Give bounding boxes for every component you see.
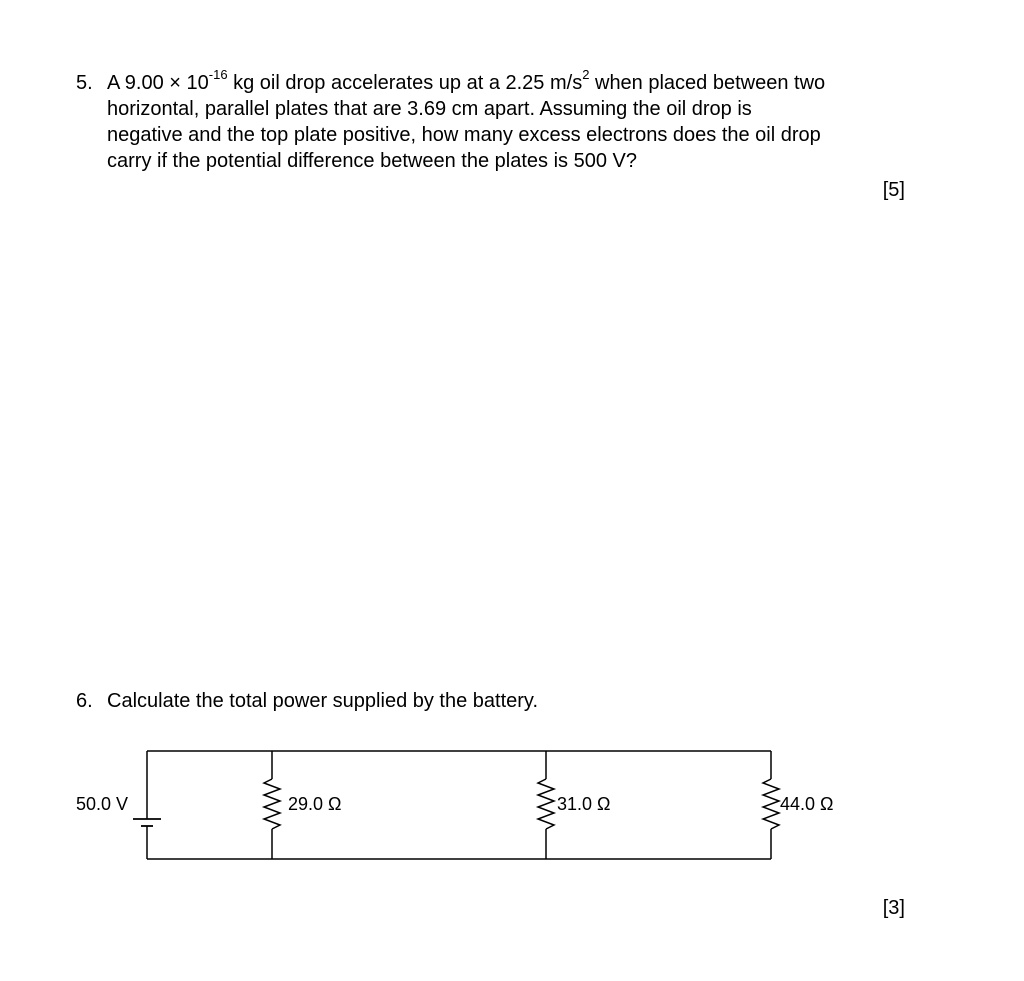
resistor-1-label: 29.0 Ω <box>288 794 342 814</box>
resistor-2-label: 31.0 Ω <box>557 794 611 814</box>
question-6-text: Calculate the total power supplied by the battery. <box>107 690 538 712</box>
q5-squared: 2 <box>582 67 590 83</box>
question-6-number: 6. <box>76 690 93 712</box>
resistor-3-label: 44.0 Ω <box>780 794 834 814</box>
question-5-number: 5. <box>76 72 93 94</box>
q5-line1-part-c: when placed between two <box>589 72 826 94</box>
q5-line1-part-b: kg oil drop accelerates up at a 2.25 m/s <box>227 72 583 94</box>
battery-symbol <box>133 751 161 859</box>
battery-label: 50.0 V <box>76 794 129 814</box>
resistor-2-symbol <box>538 751 554 859</box>
question-5-line-4: carry if the potential difference between the plates is 500 V? <box>107 150 637 172</box>
question-5-marks: [5] <box>882 179 905 201</box>
question-6-marks: [3] <box>882 897 905 919</box>
question-5-line-3: negative and the top plate positive, how many excess electrons does the oil drop <box>107 124 821 146</box>
resistor-3-symbol <box>763 751 779 859</box>
q5-line1-part-a: A 9.00 × 10 <box>107 72 209 94</box>
question-5-line-2: horizontal, parallel plates that are 3.69 cm apart. Assuming the oil drop is <box>107 98 752 120</box>
resistor-1-symbol <box>264 751 280 859</box>
q5-exponent: -16 <box>208 67 228 83</box>
